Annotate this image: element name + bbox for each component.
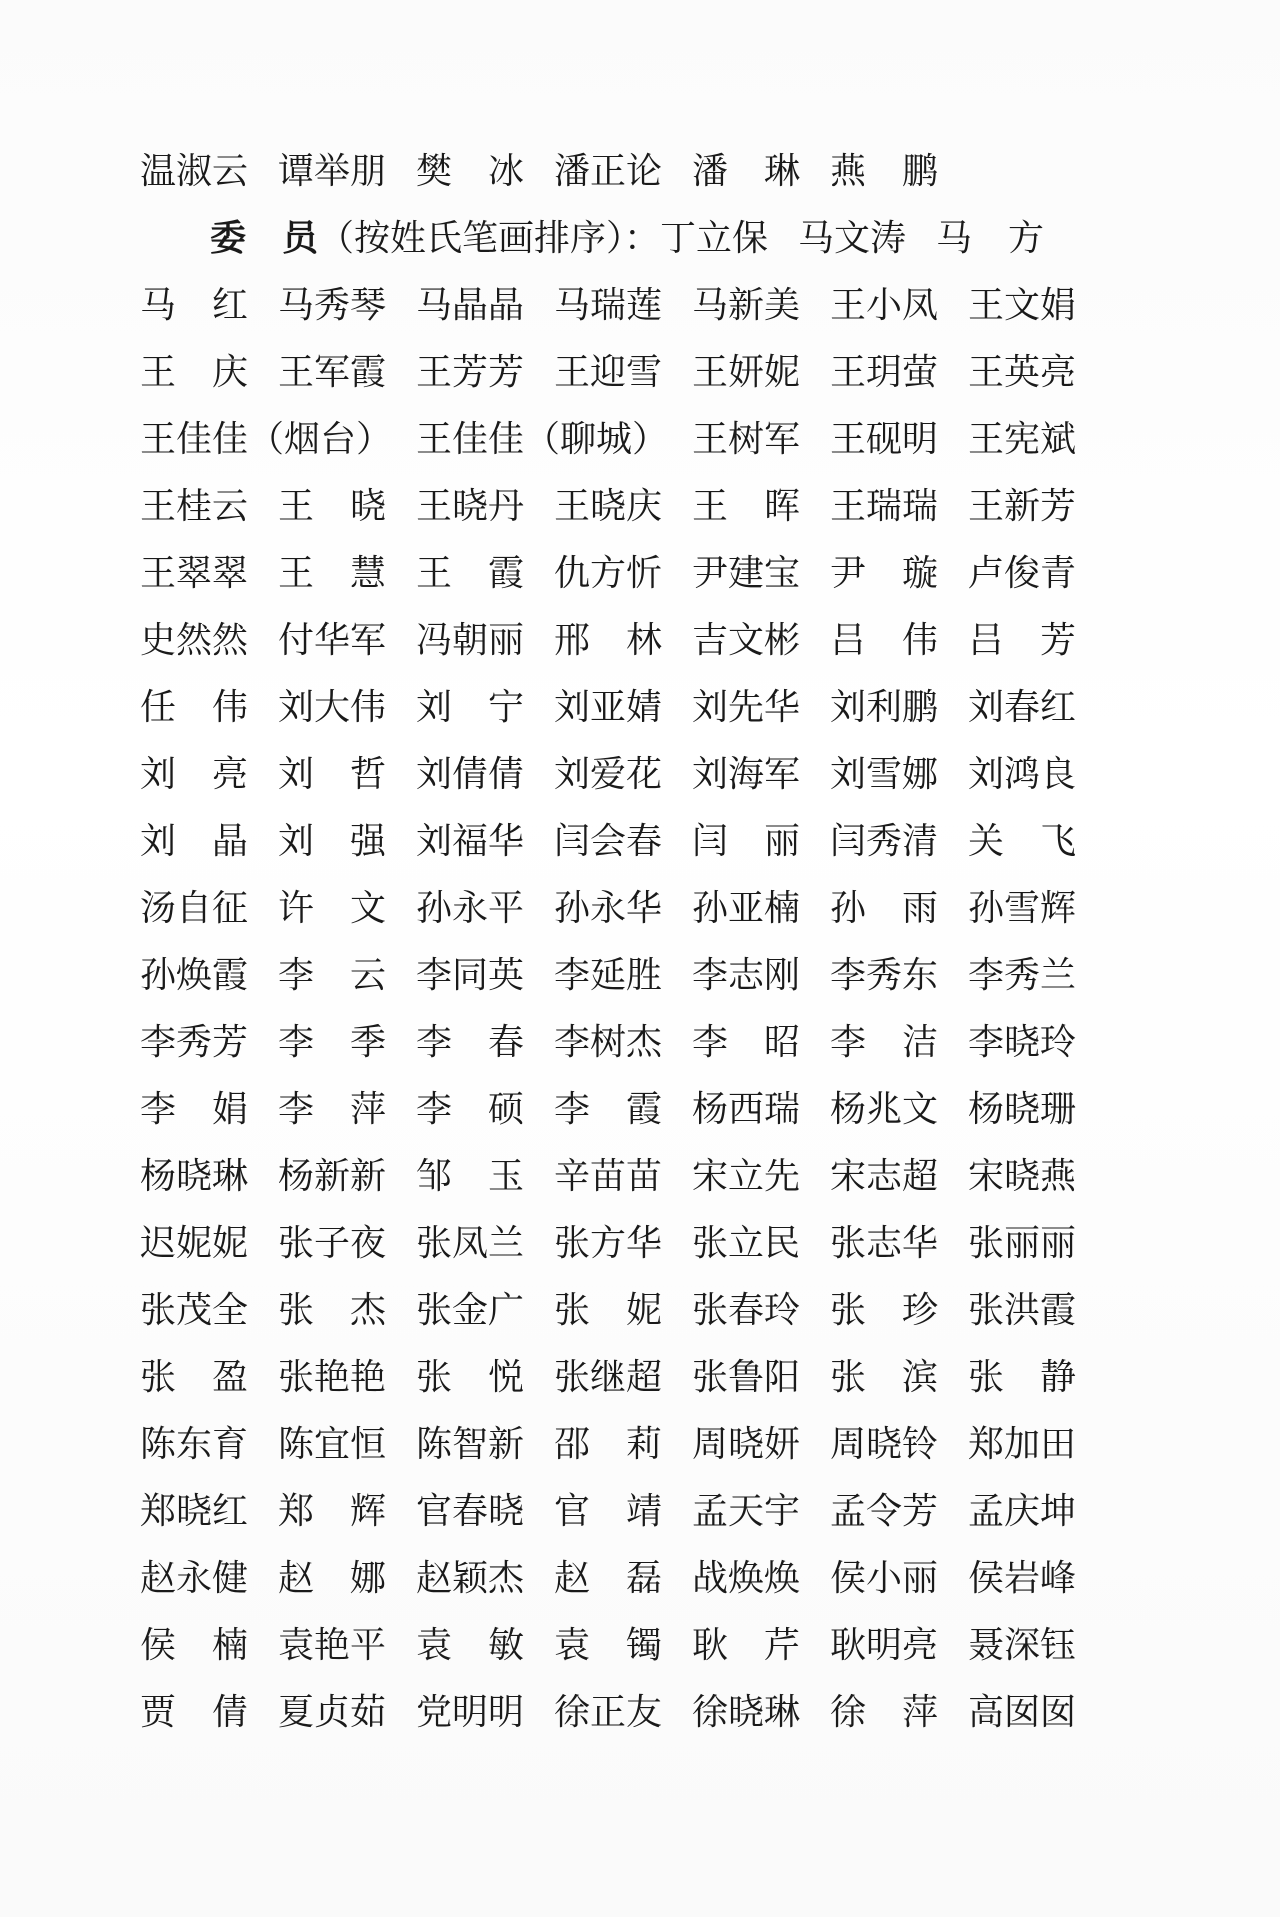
name-item: 张 杰 [278, 1290, 387, 1331]
name-item: 李秀兰 [968, 955, 1077, 996]
name-item: 王 慧 [278, 553, 387, 594]
name-item: 杨兆文 [830, 1089, 939, 1130]
name-item: 王晓丹 [416, 486, 525, 527]
name-item: 刘爱花 [554, 754, 663, 795]
committee-note: （按姓氏笔画排序）： [318, 218, 661, 259]
name-item: 袁 敏 [416, 1625, 525, 1666]
name-item: 付华军 [278, 620, 387, 661]
name-item: 侯 楠 [140, 1625, 249, 1666]
name-item: 马新美 [692, 285, 801, 326]
name-item: 张方华 [554, 1223, 663, 1264]
name-item: 邵 莉 [554, 1424, 663, 1465]
name-item: 侯小丽 [830, 1558, 939, 1599]
member-row [140, 805, 1140, 872]
name-item: 李 萍 [278, 1089, 387, 1130]
name-item: 李晓玲 [968, 1022, 1077, 1063]
name-item: 许 文 [278, 888, 387, 929]
name-item: 李 硕 [416, 1089, 525, 1130]
member-row [140, 1006, 1140, 1073]
name-item: 刘先华 [692, 687, 801, 728]
name-item: 孙永华 [554, 888, 663, 929]
name-item: 王砚明 [830, 419, 939, 460]
name-item: 王小凤 [830, 285, 939, 326]
name-item: 聂深钰 [968, 1625, 1077, 1666]
name-item: 孟令芳 [830, 1491, 939, 1532]
name-item: 闫会春 [554, 821, 663, 862]
name-item: 李秀芳 [140, 1022, 249, 1063]
name-item: 王军霞 [278, 352, 387, 393]
member-rows [140, 269, 1140, 1743]
member-row [140, 403, 1140, 470]
name-item: 冯朝丽 [416, 620, 525, 661]
name-item: 徐正友 [554, 1692, 663, 1733]
name-item: 张 盈 [140, 1357, 249, 1398]
name-item: 张鲁阳 [692, 1357, 801, 1398]
name-item: 马秀琴 [278, 285, 387, 326]
member-row [140, 269, 1140, 336]
member-row [140, 1475, 1140, 1542]
name-item: 王翠翠 [140, 553, 249, 594]
name-item: 吕 芳 [968, 620, 1077, 661]
name-item: 王文娟 [968, 285, 1077, 326]
member-row [140, 336, 1140, 403]
member-row [140, 939, 1140, 1006]
name-item: 张 妮 [554, 1290, 663, 1331]
member-row [140, 738, 1140, 805]
name-item: 张 静 [968, 1357, 1077, 1398]
name-item: 王桂云 [140, 486, 249, 527]
name-item: 闫 丽 [692, 821, 801, 862]
name-item: 王佳佳（聊城） [416, 419, 669, 460]
name-item: 辛苗苗 [554, 1156, 663, 1197]
name-item: 官春晓 [416, 1491, 525, 1532]
name-item: 关 飞 [968, 821, 1077, 862]
name-item: 李同英 [416, 955, 525, 996]
name-item: 孙雪辉 [968, 888, 1077, 929]
name-item: 张金广 [416, 1290, 525, 1331]
name-item: 卢俊青 [968, 553, 1077, 594]
name-item: 官 靖 [554, 1491, 663, 1532]
name-item: 宋志超 [830, 1156, 939, 1197]
name-item: 张 滨 [830, 1357, 939, 1398]
name-item: 刘春红 [968, 687, 1077, 728]
name-item: 邢 林 [554, 620, 663, 661]
name-item: 袁 镯 [554, 1625, 663, 1666]
name-item: 温淑云 [140, 151, 249, 192]
name-item: 刘亚婧 [554, 687, 663, 728]
name-item: 刘大伟 [278, 687, 387, 728]
name-item: 陈东育 [140, 1424, 249, 1465]
name-item: 刘 宁 [416, 687, 525, 728]
name-item: 丁立保 [660, 218, 769, 259]
name-item: 李 春 [416, 1022, 525, 1063]
name-item: 史然然 [140, 620, 249, 661]
name-item: 吉文彬 [692, 620, 801, 661]
name-item: 杨西瑞 [692, 1089, 801, 1130]
name-item: 袁艳平 [278, 1625, 387, 1666]
name-item: 王佳佳（烟台） [140, 419, 393, 460]
name-item: 王 晓 [278, 486, 387, 527]
name-item: 陈宜恒 [278, 1424, 387, 1465]
name-item: 张 悦 [416, 1357, 525, 1398]
name-item: 张继超 [554, 1357, 663, 1398]
name-item: 徐 萍 [830, 1692, 939, 1733]
name-item: 孙亚楠 [692, 888, 801, 929]
member-row [140, 1676, 1140, 1743]
name-item: 刘福华 [416, 821, 525, 862]
name-item: 周晓妍 [692, 1424, 801, 1465]
name-item: 张 珍 [830, 1290, 939, 1331]
name-item: 宋立先 [692, 1156, 801, 1197]
name-item: 王妍妮 [692, 352, 801, 393]
name-item: 刘利鹏 [830, 687, 939, 728]
name-item: 李 娟 [140, 1089, 249, 1130]
name-item: 刘 强 [278, 821, 387, 862]
member-row [140, 1073, 1140, 1140]
name-item: 杨晓珊 [968, 1089, 1077, 1130]
name-item: 张艳艳 [278, 1357, 387, 1398]
name-item: 孟天宇 [692, 1491, 801, 1532]
name-item: 燕 鹏 [830, 151, 939, 192]
name-item: 刘 亮 [140, 754, 249, 795]
name-item: 王迎雪 [554, 352, 663, 393]
name-item: 周晓铃 [830, 1424, 939, 1465]
name-item: 贾 倩 [140, 1692, 249, 1733]
name-item: 张茂全 [140, 1290, 249, 1331]
name-item: 王 霞 [416, 553, 525, 594]
name-item: 张子夜 [278, 1223, 387, 1264]
name-item: 刘海军 [692, 754, 801, 795]
name-item: 李 昭 [692, 1022, 801, 1063]
member-row [140, 1341, 1140, 1408]
name-item: 王英亮 [968, 352, 1077, 393]
name-item: 刘雪娜 [830, 754, 939, 795]
name-item: 马文涛 [798, 218, 907, 259]
name-item: 党明明 [416, 1692, 525, 1733]
name-item: 张洪霞 [968, 1290, 1077, 1331]
name-item: 夏贞茹 [278, 1692, 387, 1733]
name-item: 郑加田 [968, 1424, 1077, 1465]
name-item: 王晓庆 [554, 486, 663, 527]
name-item: 仇方忻 [554, 553, 663, 594]
name-item: 刘鸿良 [968, 754, 1077, 795]
member-row [140, 470, 1140, 537]
name-item: 潘 琳 [692, 151, 801, 192]
name-item: 王宪斌 [968, 419, 1077, 460]
name-item: 刘倩倩 [416, 754, 525, 795]
name-item: 尹建宝 [692, 553, 801, 594]
name-item: 张春玲 [692, 1290, 801, 1331]
name-item: 杨晓琳 [140, 1156, 249, 1197]
first-name-line [140, 135, 1140, 202]
member-row [140, 1609, 1140, 1676]
name-item: 任 伟 [140, 687, 249, 728]
name-item: 邹 玉 [416, 1156, 525, 1197]
name-item: 李 洁 [830, 1022, 939, 1063]
member-row [140, 537, 1140, 604]
name-item: 高囡囡 [968, 1692, 1077, 1733]
name-item: 侯岩峰 [968, 1558, 1077, 1599]
member-row [140, 604, 1140, 671]
name-item: 李 季 [278, 1022, 387, 1063]
name-item: 王 晖 [692, 486, 801, 527]
name-item: 张丽丽 [968, 1223, 1077, 1264]
member-row [140, 1140, 1140, 1207]
name-item: 赵颖杰 [416, 1558, 525, 1599]
name-item: 郑 辉 [278, 1491, 387, 1532]
name-item: 耿明亮 [830, 1625, 939, 1666]
name-item: 吕 伟 [830, 620, 939, 661]
name-item: 谭举朋 [278, 151, 387, 192]
name-item: 马瑞莲 [554, 285, 663, 326]
name-item: 潘正论 [554, 151, 663, 192]
name-item: 杨新新 [278, 1156, 387, 1197]
name-item: 刘 晶 [140, 821, 249, 862]
name-item: 孙焕霞 [140, 955, 249, 996]
name-item: 马晶晶 [416, 285, 525, 326]
member-row [140, 671, 1140, 738]
name-list [140, 135, 1140, 1743]
name-item: 孙永平 [416, 888, 525, 929]
name-item: 尹 璇 [830, 553, 939, 594]
member-row [140, 872, 1140, 939]
member-row [140, 1274, 1140, 1341]
member-row [140, 1542, 1140, 1609]
name-item: 马 方 [936, 218, 1045, 259]
committee-heading-line [140, 202, 1140, 269]
name-item: 张志华 [830, 1223, 939, 1264]
name-item: 孙 雨 [830, 888, 939, 929]
name-item: 迟妮妮 [140, 1223, 249, 1264]
name-item: 李 霞 [554, 1089, 663, 1130]
name-item: 李 云 [278, 955, 387, 996]
name-item: 李秀东 [830, 955, 939, 996]
name-item: 王新芳 [968, 486, 1077, 527]
name-item: 陈智新 [416, 1424, 525, 1465]
name-item: 王玥萤 [830, 352, 939, 393]
name-item: 张立民 [692, 1223, 801, 1264]
name-item: 马 红 [140, 285, 249, 326]
name-item: 赵 磊 [554, 1558, 663, 1599]
member-row [140, 1207, 1140, 1274]
name-item: 李延胜 [554, 955, 663, 996]
name-item: 徐晓琳 [692, 1692, 801, 1733]
name-item: 张凤兰 [416, 1223, 525, 1264]
name-item: 宋晓燕 [968, 1156, 1077, 1197]
name-item: 郑晓红 [140, 1491, 249, 1532]
name-item: 赵永健 [140, 1558, 249, 1599]
name-item: 闫秀清 [830, 821, 939, 862]
member-row [140, 1408, 1140, 1475]
name-item: 孟庆坤 [968, 1491, 1077, 1532]
name-item: 王树军 [692, 419, 801, 460]
name-item: 战焕焕 [692, 1558, 801, 1599]
name-item: 王芳芳 [416, 352, 525, 393]
name-item: 李树杰 [554, 1022, 663, 1063]
name-item: 王瑞瑞 [830, 486, 939, 527]
name-item: 赵 娜 [278, 1558, 387, 1599]
name-item: 汤自征 [140, 888, 249, 929]
name-item: 耿 芹 [692, 1625, 801, 1666]
name-item: 刘 哲 [278, 754, 387, 795]
name-item: 王 庆 [140, 352, 249, 393]
committee-label: 委 员 [210, 217, 319, 259]
name-item: 李志刚 [692, 955, 801, 996]
name-item: 樊 冰 [416, 151, 525, 192]
